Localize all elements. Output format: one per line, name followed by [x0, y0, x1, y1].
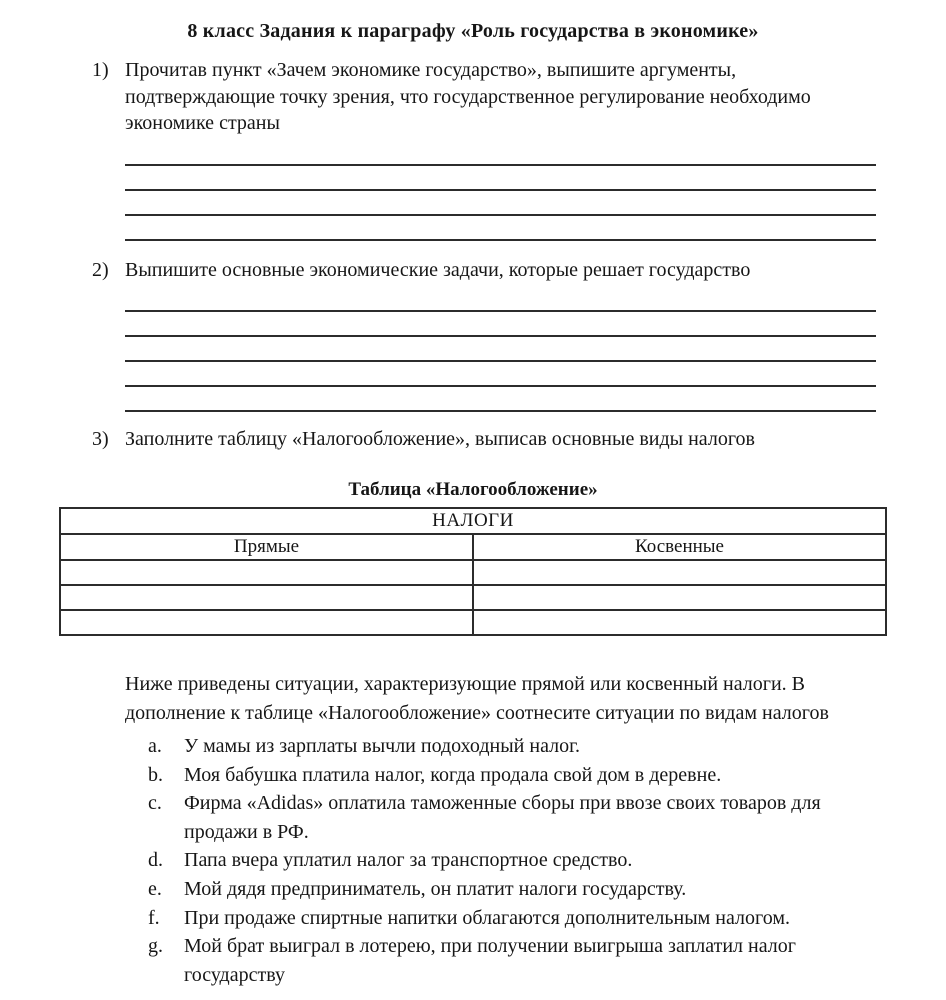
question-2-text: Выпишите основные экономические задачи, которые решает государство	[125, 258, 751, 281]
answer-line	[125, 387, 876, 412]
answer-line	[125, 337, 876, 362]
list-item	[0, 846, 946, 875]
question-2-section	[0, 257, 946, 413]
question-3-number: 3)	[92, 428, 109, 451]
column-indirect-taxes: Косвенные	[473, 534, 886, 560]
question-3-text: Заполните таблицу «Налогообложение», выписав основные виды налогов	[125, 428, 755, 451]
answer-line	[125, 166, 876, 191]
table-empty-row	[60, 560, 886, 585]
table-header-cell: НАЛОГИ	[60, 508, 886, 534]
answer-line	[125, 287, 876, 312]
empty-cell	[60, 585, 473, 610]
list-item	[0, 904, 946, 933]
list-item-label: c.	[148, 792, 162, 815]
question-1-answer-lines	[125, 137, 876, 241]
question-1-text: Прочитав пункт «Зачем экономике государство», выпишите аргументы, подтверждающие точку зрения, что государственное регулирование необходимо экономике страны	[125, 59, 811, 135]
empty-cell	[473, 560, 886, 585]
table-empty-row	[60, 610, 886, 635]
list-item	[0, 761, 946, 790]
list-item-text: Мой брат выиграл в лотерею, при получении выигрыша заплатил налог государству	[184, 935, 796, 986]
list-item	[0, 789, 946, 846]
empty-cell	[473, 610, 886, 635]
list-item-text: Папа вчера уплатил налог за транспортное средство.	[184, 849, 633, 872]
answer-line	[125, 312, 876, 337]
list-item-text: Мой дядя предприниматель, он платит налоги государству.	[184, 877, 687, 900]
column-direct-taxes: Прямые	[60, 534, 473, 560]
question-2-answer-lines	[125, 283, 876, 412]
question-1-number: 1)	[92, 59, 109, 81]
list-item-label: a.	[148, 734, 162, 757]
question-2-number: 2)	[92, 258, 109, 281]
answer-line	[125, 362, 876, 387]
list-item-label: b.	[148, 763, 163, 786]
answer-line	[125, 191, 876, 216]
list-item-label: g.	[148, 935, 163, 958]
table-columns-row	[60, 534, 886, 560]
list-item-label: f.	[148, 906, 160, 929]
question-1-section	[0, 57, 946, 241]
situations-intro: Ниже приведены ситуации, характеризующие прямой или косвенный налоги. В дополнение к таблице «Налогообложение» соотнесите ситуации по видам налогов	[125, 672, 829, 724]
answer-line	[125, 216, 876, 241]
list-item-text: При продаже спиртные напитки облагаются дополнительным налогом.	[184, 906, 791, 929]
worksheet-title: 8 класс Задания к параграфу «Роль государства в экономике»	[187, 20, 759, 42]
question-2	[0, 257, 946, 284]
question-3-section	[0, 426, 946, 453]
situations-list	[0, 732, 946, 989]
list-item-text: Моя бабушка платила налог, когда продала свой дом в деревне.	[184, 763, 722, 786]
table-empty-row	[60, 585, 886, 610]
list-item	[0, 732, 946, 761]
empty-cell	[60, 560, 473, 585]
empty-cell	[473, 585, 886, 610]
empty-cell	[60, 610, 473, 635]
list-item-label: e.	[148, 877, 162, 900]
question-1	[0, 57, 946, 137]
table-header-row	[60, 508, 886, 534]
list-item-label: d.	[148, 849, 163, 872]
list-item	[0, 875, 946, 904]
question-3	[0, 426, 946, 453]
table-title: Таблица «Налогообложение»	[348, 478, 598, 500]
answer-line	[125, 141, 876, 166]
tax-table	[59, 507, 887, 636]
list-item-text: У мамы из зарплаты вычли подоходный налог.	[184, 734, 581, 757]
list-item-text: Фирма «Adidas» оплатила таможенные сборы при ввозе своих товаров для продажи в РФ.	[184, 792, 821, 843]
list-item	[0, 932, 946, 989]
